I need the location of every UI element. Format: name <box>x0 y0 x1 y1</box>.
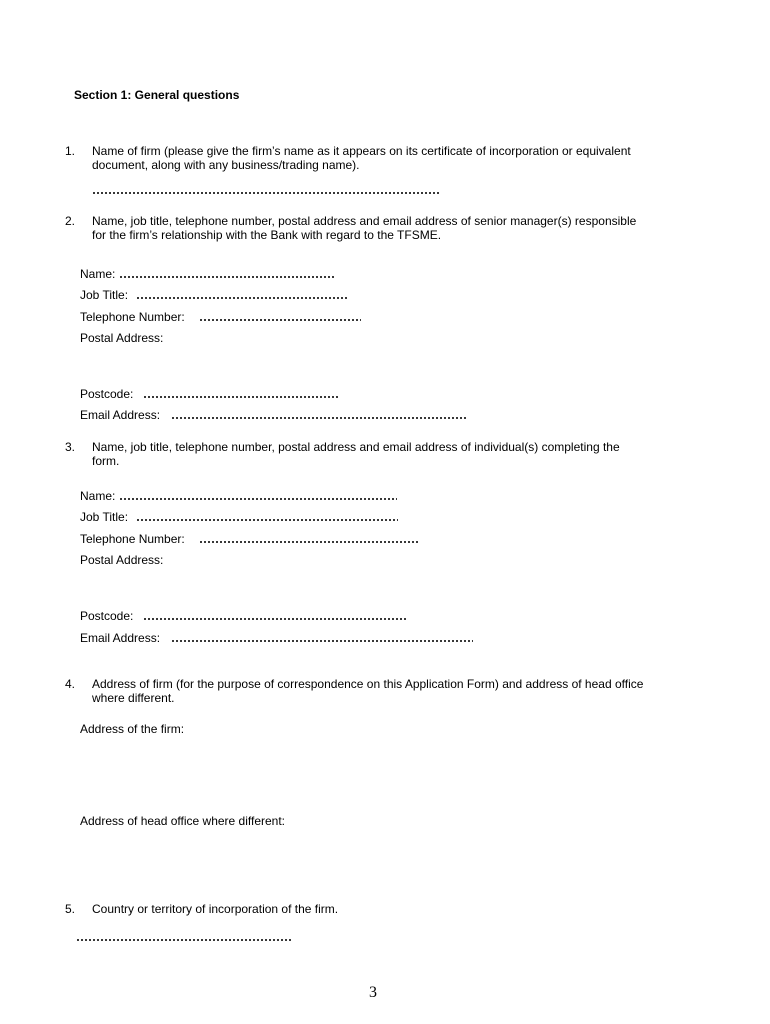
q2-name-label: Name: <box>80 267 116 281</box>
q3-email-answer-line[interactable] <box>171 640 473 642</box>
question-5-line-1: Country or territory of incorporation of the firm. <box>92 902 339 916</box>
question-3-line-2: form. <box>92 454 120 468</box>
q3-postcode-answer-line[interactable] <box>143 618 407 620</box>
question-2-line-2: for the firm’s relationship with the Bank with regard to the TFSME. <box>92 228 442 242</box>
q3-postcode-label: Postcode: <box>80 609 134 623</box>
q3-postal-address-label: Postal Address: <box>80 553 164 567</box>
q2-postal-address-label: Postal Address: <box>80 331 164 345</box>
question-1-line-2: document, along with any business/trading name). <box>92 158 360 172</box>
firm-name-answer-line[interactable] <box>92 192 441 194</box>
question-3-number: 3. <box>65 440 76 454</box>
q2-job-title-answer-line[interactable] <box>136 297 347 299</box>
question-1-number: 1. <box>65 144 76 158</box>
q2-telephone-label: Telephone Number: <box>80 310 185 324</box>
question-1-line-1: Name of firm (please give the firm’s name as it appears on its certificate of incorporation or equivalent <box>92 144 631 158</box>
q4-firm-address-label: Address of the firm: <box>80 722 185 736</box>
question-3-line-1: Name, job title, telephone number, postal address and email address of individual(s) completing the <box>92 440 620 454</box>
q3-name-answer-line[interactable] <box>119 498 397 500</box>
question-5-number: 5. <box>65 902 76 916</box>
q2-email-answer-line[interactable] <box>171 417 468 419</box>
q3-job-title-label: Job Title: <box>80 510 129 524</box>
q3-telephone-label: Telephone Number: <box>80 532 185 546</box>
q3-telephone-answer-line[interactable] <box>199 541 418 543</box>
section-title: Section 1: General questions <box>74 88 240 102</box>
q4-head-office-address-label: Address of head office where different: <box>80 814 286 828</box>
q3-name-label: Name: <box>80 489 116 503</box>
question-4-line-1: Address of firm (for the purpose of correspondence on this Application Form) and address of head office <box>92 677 644 691</box>
q3-job-title-answer-line[interactable] <box>136 519 398 521</box>
q2-name-answer-line[interactable] <box>119 276 336 278</box>
q3-email-label: Email Address: <box>80 631 161 645</box>
question-4-line-2: where different. <box>92 691 175 705</box>
q2-postcode-answer-line[interactable] <box>143 396 339 398</box>
page-number: 3 <box>369 984 377 1001</box>
q2-telephone-answer-line[interactable] <box>199 319 361 321</box>
q2-email-label: Email Address: <box>80 408 161 422</box>
q2-job-title-label: Job Title: <box>80 288 129 302</box>
question-2-line-1: Name, job title, telephone number, postal address and email address of senior manager(s) responsible <box>92 214 637 228</box>
country-answer-line[interactable] <box>76 939 293 941</box>
question-4-number: 4. <box>65 677 76 691</box>
q2-postcode-label: Postcode: <box>80 387 134 401</box>
question-2-number: 2. <box>65 214 76 228</box>
